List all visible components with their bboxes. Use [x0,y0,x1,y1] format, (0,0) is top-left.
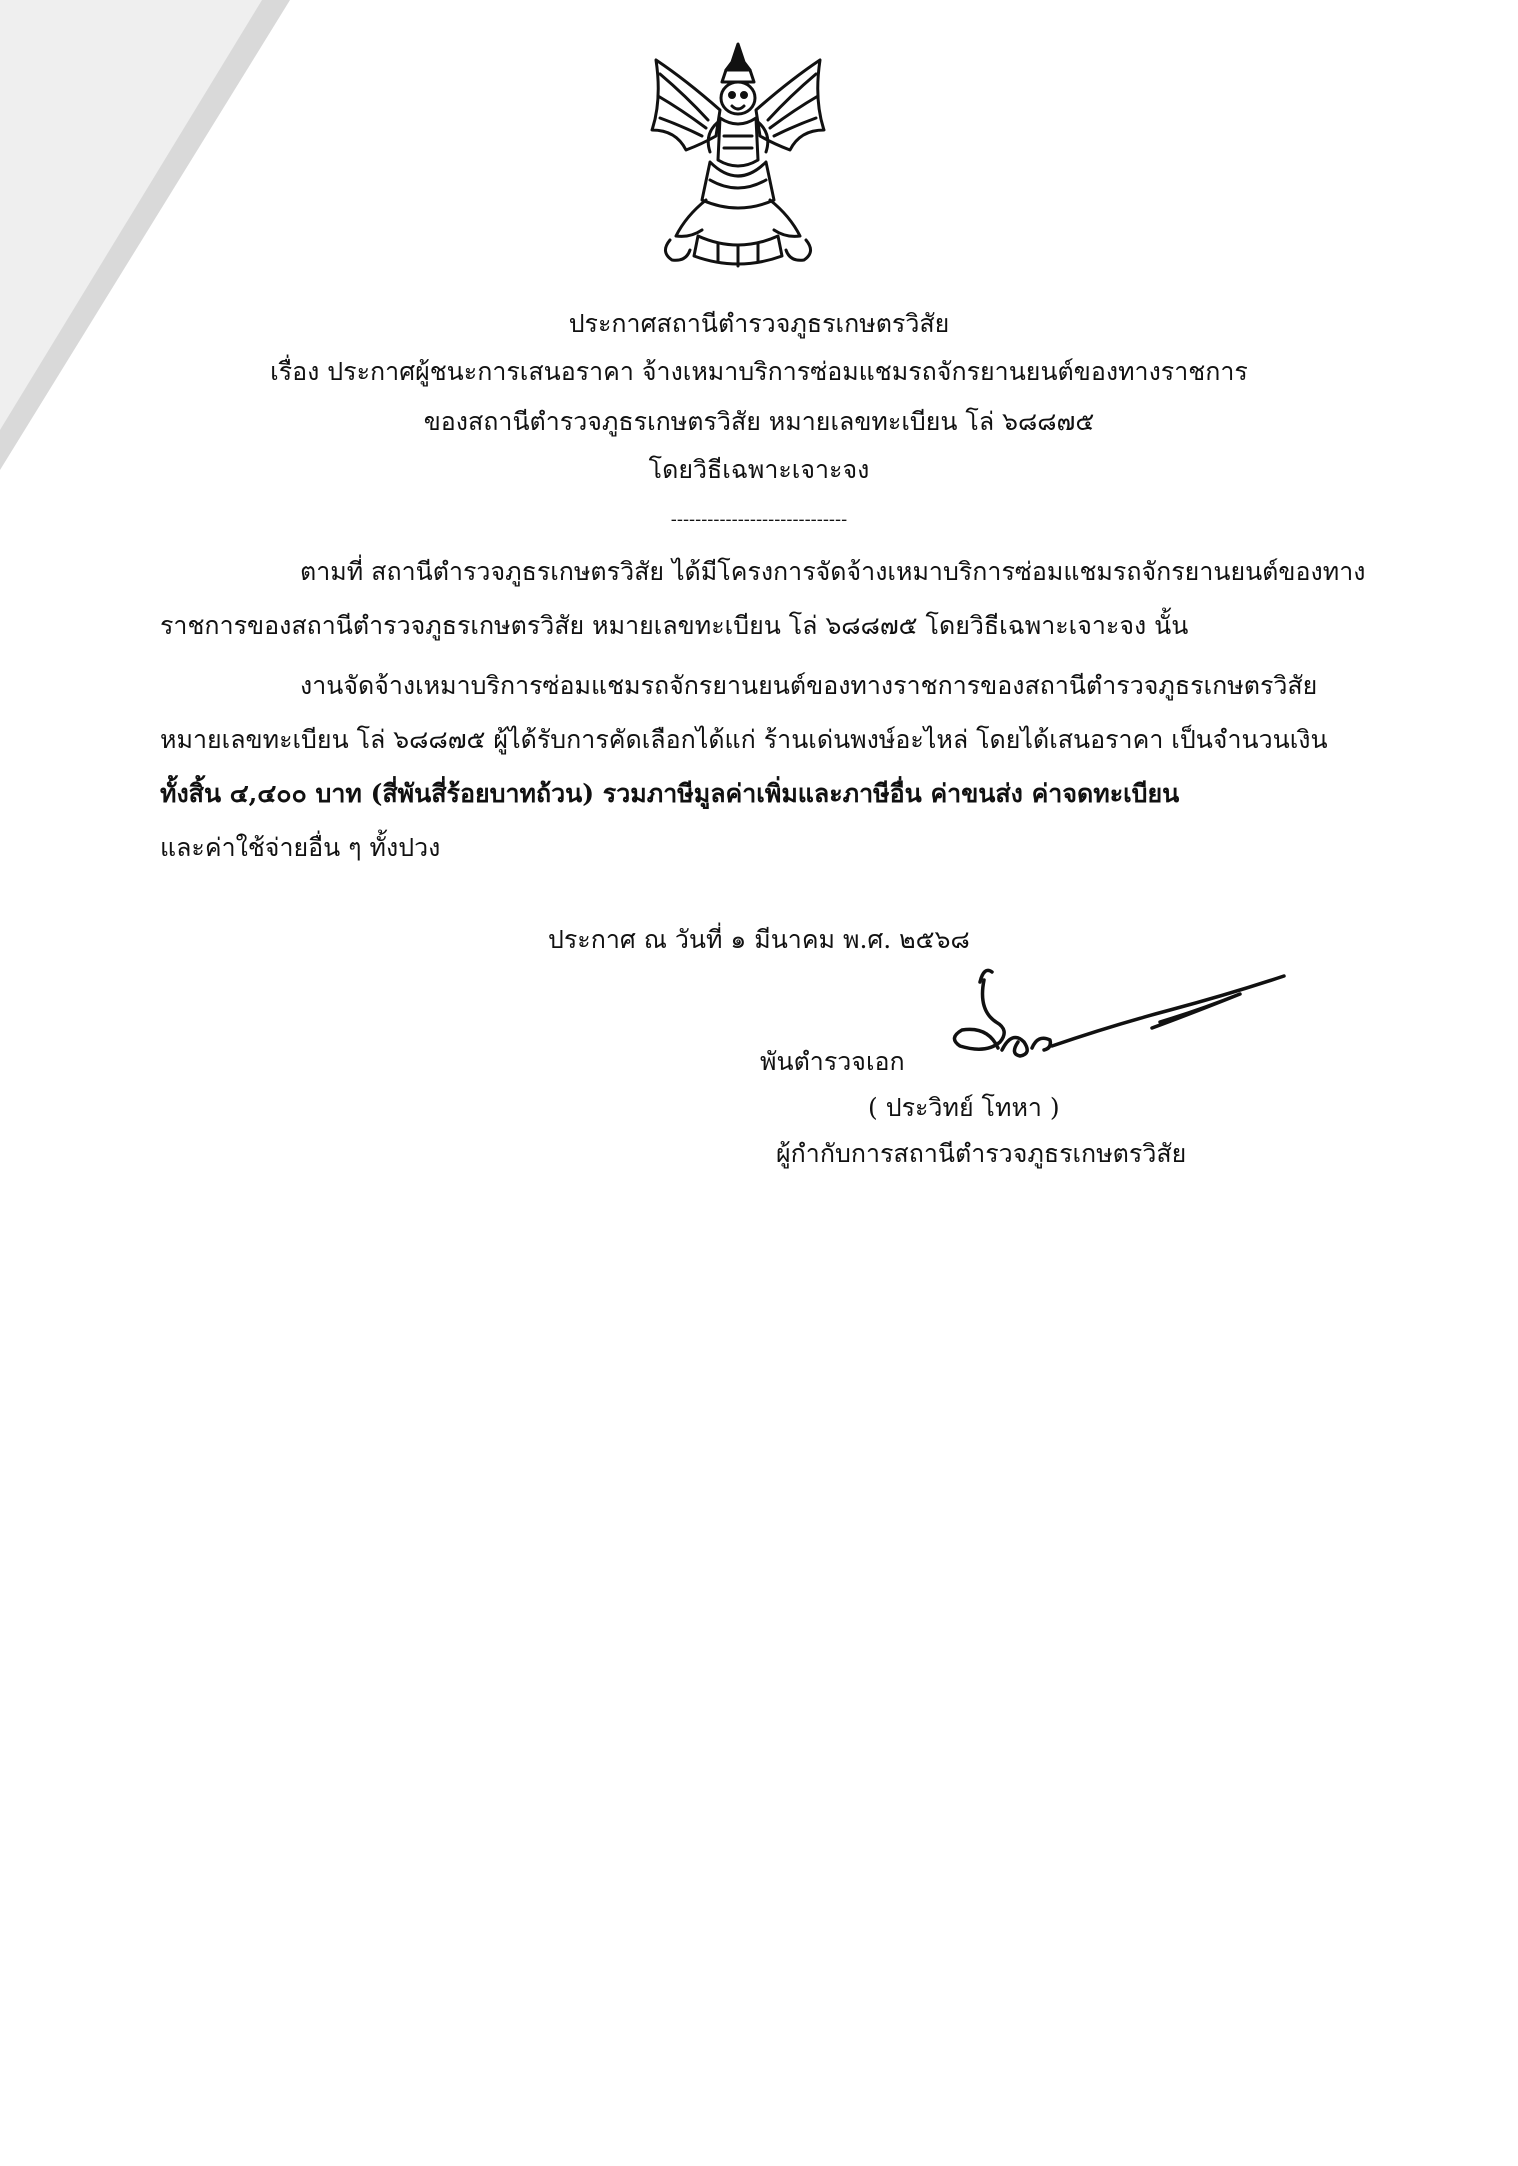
paragraph-2-line-3: ทั้งสิ้น ๔,๔๐๐ บาท (สี่พันสี่ร้อยบาทถ้วน) รวมภาษีมูลค่าเพิ่มและภาษีอื่น ค่าขนส่ง ค่าจดทะเบียน [160,779,1180,808]
signer-position: ผู้กำกับการสถานีตำรวจภูธรเกษตรวิสัย [776,1139,1187,1168]
handwritten-signature [940,930,1300,1090]
announcement-date: ประกาศ ณ วันที่ ๑ มีนาคม พ.ศ. ๒๕๖๘ [548,925,970,954]
paragraph-1-line-2: ราชการของสถานีตำรวจภูธรเกษตรวิสัย หมายเลขทะเบียน โล่ ๖๘๘๗๕ โดยวิธีเฉพาะเจาะจง นั้น [160,611,1189,640]
paragraph-2-line-1: งานจัดจ้างเหมาบริการซ่อมแชมรถจักรยานยนต์ของทางราชการของสถานีตำรวจภูธรเกษตรวิสัย [300,671,1318,700]
paragraph-1 [160,552,1400,646]
subject-line-1: เรื่อง ประกาศผู้ชนะการเสนอราคา จ้างเหมาบริการซ่อมแชมรถจักรยานยนต์ของทางราชการ [270,357,1248,386]
subject-line-3: โดยวิธีเฉพาะเจาะจง [648,455,870,484]
signer-name: ( ประวิทย์ โทหา ) [868,1093,1060,1122]
paragraph-2-line-4: และค่าใช้จ่ายอื่น ๆ ทั้งปวง [160,833,441,862]
signer-rank: พันตำรวจเอก [760,1047,905,1076]
title-divider: ----------------------------- [670,509,848,530]
paragraph-2 [160,666,1400,868]
subject-line-2: ของสถานีตำรวจภูธรเกษตรวิสัย หมายเลขทะเบียน โล่ ๖๘๘๗๕ [423,407,1095,436]
announcement-title: ประกาศสถานีตำรวจภูธรเกษตรวิสัย [568,309,950,338]
garuda-emblem-icon [646,40,830,272]
paragraph-2-line-2: หมายเลขทะเบียน โล่ ๖๘๘๗๕ ผู้ได้รับการคัดเลือกได้แก่ ร้านเด่นพงษ์อะไหล่ โดยได้เสนอราคา เป็นจำนวนเงิน [160,725,1328,754]
paragraph-1-line-1: ตามที่ สถานีตำรวจภูธรเกษตรวิสัย ได้มีโครงการจัดจ้างเหมาบริการซ่อมแชมรถจักรยานยนต์ของทาง [300,557,1366,586]
